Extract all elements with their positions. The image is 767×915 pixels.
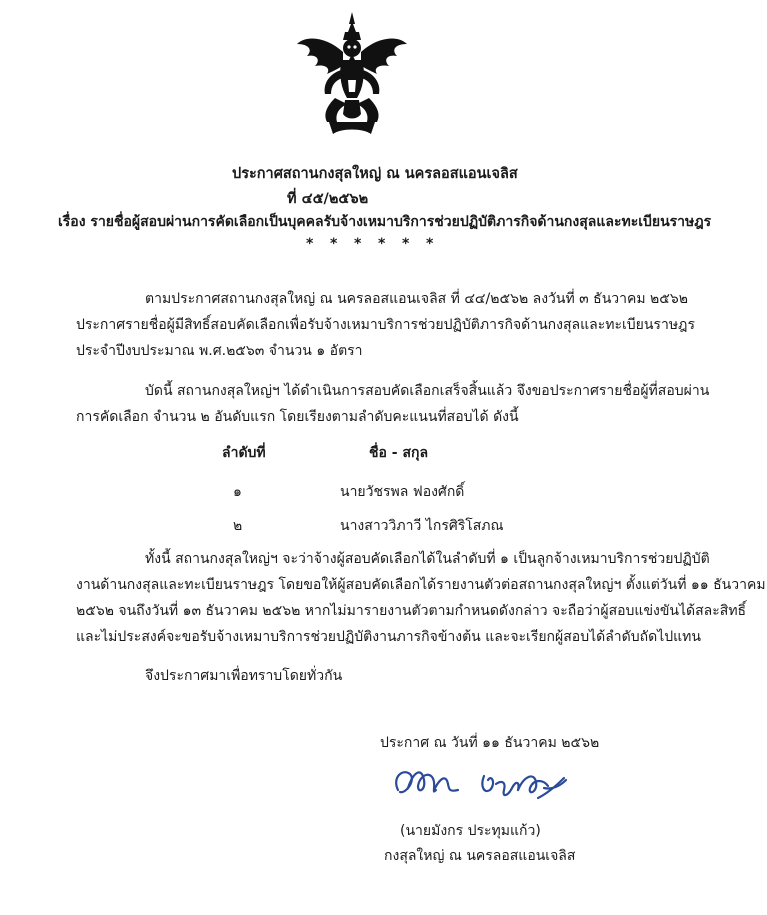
para1-line2: ประกาศรายชื่อผู้มีสิทธิ์สอบคัดเลือกเพื่อรับจ้างเหมาบริการช่วยปฏิบัติภารกิจด้านกงสุลและทะเบียนราษฎร <box>76 317 695 333</box>
separator-star: * <box>330 236 338 252</box>
announcement-subject: เรื่อง รายชื่อผู้สอบผ่านการคัดเลือกเป็นบุคคลรับจ้างเหมาบริการช่วยปฏิบัติภารกิจด้านกงสุลและทะเบียนราษฎร <box>58 214 712 230</box>
separator-star: * <box>306 236 314 252</box>
para2-line1: บัดนี้ สถานกงสุลใหญ่ฯ ได้ดำเนินการสอบคัดเลือกเสร็จสิ้นแล้ว จึงขอประกาศรายชื่อผู้ที่สอบผ่าน <box>145 383 710 399</box>
table-header-name: ชื่อ - สกุล <box>369 445 429 461</box>
separator-star: * <box>402 236 410 252</box>
signer-name: (นายมังกร ประทุมแก้ว) <box>400 823 541 839</box>
separator-star: * <box>378 236 386 252</box>
table-row-2-name: นางสาววิภาวี ไกรศิริโสภณ <box>340 518 504 534</box>
para3-line4: และไม่ประสงค์จะขอรับจ้างเหมาบริการช่วยปฏิบัติงานภารกิจข้างต้น และจะเรียกผู้สอบได้ลำดับถัดไปแทน <box>76 629 701 645</box>
para2-line2: การคัดเลือก จำนวน ๒ อันดับแรก โดยเรียงตามลำดับคะแนนที่สอบได้ ดังนี้ <box>76 409 519 425</box>
announcement-number: ที่ ๔๕/๒๕๖๒ <box>287 191 369 207</box>
separator-star: * <box>426 236 434 252</box>
separator-stars <box>0 236 767 252</box>
para3-line2: งานด้านกงสุลและทะเบียนราษฎร โดยขอให้ผู้สอบคัดเลือกได้รายงานตัวต่อสถานกงสุลใหญ่ฯ ตั้งแต่วันที่ ๑๑ ธันวาคม <box>76 577 766 593</box>
para1-line1: ตามประกาศสถานกงสุลใหญ่ ณ นครลอสแอนเจลิส ที่ ๔๔/๒๕๖๒ ลงวันที่ ๓ ธันวาคม ๒๕๖๒ <box>145 291 688 307</box>
table-header-order: ลำดับที่ <box>222 445 266 461</box>
table-row-1-name: นายวัชรพล ฟองศักดิ์ <box>340 484 465 500</box>
para3-line3: ๒๕๖๒ จนถึงวันที่ ๑๓ ธันวาคม ๒๕๖๒ หากไม่มารายงานตัวตามกำหนดดังกล่าว จะถือว่าผู้สอบแข่งขันได้สละสิทธิ์ <box>76 603 747 619</box>
para3-line1: ทั้งนี้ สถานกงสุลใหญ่ฯ จะว่าจ้างผู้สอบคัดเลือกได้ในลำดับที่ ๑ เป็นลูกจ้างเหมาบริการช่วยปฏิบัติ <box>145 551 710 567</box>
table-row-2-order: ๒ <box>233 518 243 534</box>
handwritten-signature <box>388 760 588 808</box>
signer-title: กงสุลใหญ่ ณ นครลอสแอนเจลิส <box>384 848 576 864</box>
garuda-emblem-icon <box>293 10 411 136</box>
closing-line: จึงประกาศมาเพื่อทราบโดยทั่วกัน <box>145 668 343 684</box>
announcement-date: ประกาศ ณ วันที่ ๑๑ ธันวาคม ๒๕๖๒ <box>380 735 600 751</box>
para1-line3: ประจำปีงบประมาณ พ.ศ.๒๕๖๓ จำนวน ๑ อัตรา <box>76 343 363 359</box>
header-line-1: ประกาศสถานกงสุลใหญ่ ณ นครลอสแอนเจลิส <box>232 166 518 182</box>
table-row-1-order: ๑ <box>233 484 242 500</box>
separator-star: * <box>354 236 362 252</box>
